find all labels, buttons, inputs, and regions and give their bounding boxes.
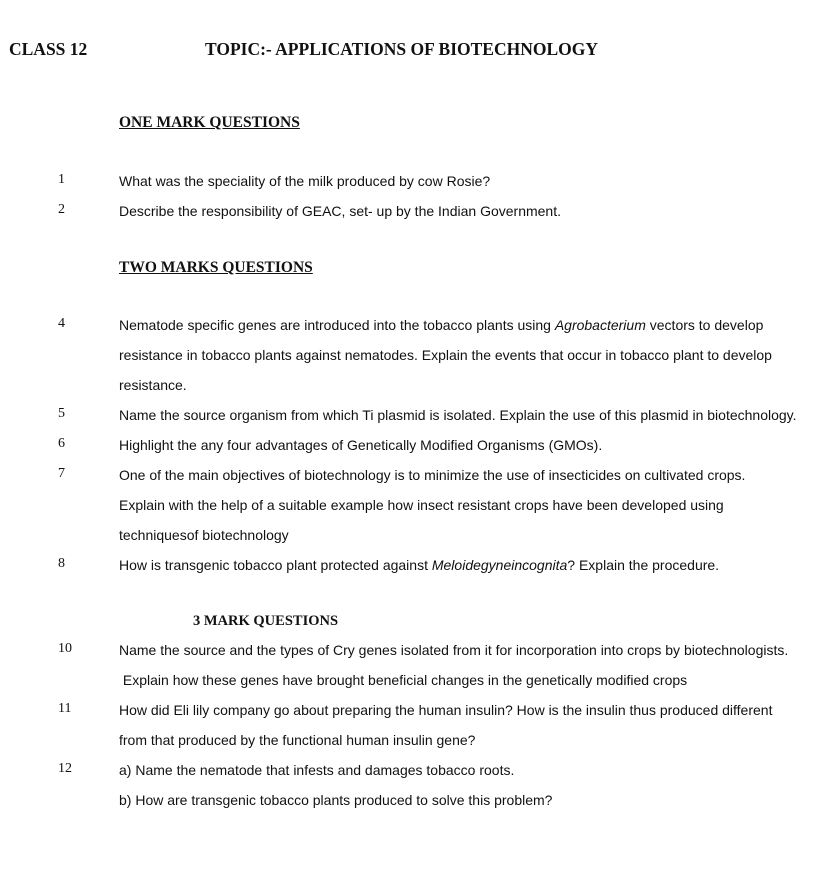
- question-text-line: b) How are transgenic tobacco plants produced to solve this problem?: [119, 792, 553, 808]
- species-name: Agrobacterium: [554, 317, 646, 333]
- question-text: What was the speciality of the milk produced by cow Rosie?: [119, 173, 491, 189]
- question-number: 10: [58, 641, 72, 656]
- question-text: One of the main objectives of biotechnology is to minimize the use of insecticides on cultivated crops.: [119, 467, 746, 483]
- question-number: 4: [58, 316, 65, 331]
- question-number: 8: [58, 556, 65, 571]
- question-text: Highlight the any four advantages of Genetically Modified Organisms (GMOs).: [119, 437, 603, 453]
- question-text-line: Explain with the help of a suitable example how insect resistant crops have been developed using: [119, 497, 724, 513]
- question-text: Nematode specific genes are introduced into the tobacco plants using Agrobacterium vectors to develop: [119, 317, 764, 333]
- class-label: CLASS 12: [9, 39, 88, 59]
- species-name: Meloidegyneincognita: [431, 557, 568, 573]
- question-text: Name the source organism from which Ti plasmid is isolated. Explain the use of this plasmid in biotechnology.: [119, 407, 797, 423]
- question-number: 11: [58, 701, 72, 716]
- question-number: 5: [58, 406, 65, 421]
- question-text: How did Eli lily company go about preparing the human insulin? How is the insulin thus produced different: [119, 702, 773, 718]
- question-text-line: from that produced by the functional human insulin gene?: [119, 732, 476, 748]
- question-text-line: resistance.: [119, 377, 187, 393]
- question-number: 7: [58, 466, 65, 481]
- question-text-line: Explain how these genes have brought beneficial changes in the genetically modified crops: [119, 672, 688, 688]
- question-text-line: techniquesof biotechnology: [119, 527, 289, 543]
- question-number: 6: [58, 436, 65, 451]
- question-text-line: resistance in tobacco plants against nematodes. Explain the events that occur in tobacco plant to develop: [119, 347, 772, 363]
- three-mark-heading: 3 MARK QUESTIONS: [193, 613, 339, 629]
- two-marks-heading: TWO MARKS QUESTIONS: [119, 259, 313, 276]
- one-mark-heading: ONE MARK QUESTIONS: [119, 114, 300, 131]
- question-text: How is transgenic tobacco plant protected against Meloidegyneincognita? Explain the procedure.: [119, 557, 720, 573]
- question-number: 2: [58, 202, 65, 217]
- question-text: a) Name the nematode that infests and damages tobacco roots.: [119, 762, 515, 778]
- question-number: 1: [58, 172, 65, 187]
- question-text: Name the source and the types of Cry genes isolated from it for incorporation into crops by biotechnologists.: [119, 642, 789, 658]
- question-number: 12: [58, 761, 72, 776]
- question-text: Describe the responsibility of GEAC, set- up by the Indian Government.: [119, 203, 561, 219]
- page-title: TOPIC:- APPLICATIONS OF BIOTECHNOLOGY: [205, 39, 598, 59]
